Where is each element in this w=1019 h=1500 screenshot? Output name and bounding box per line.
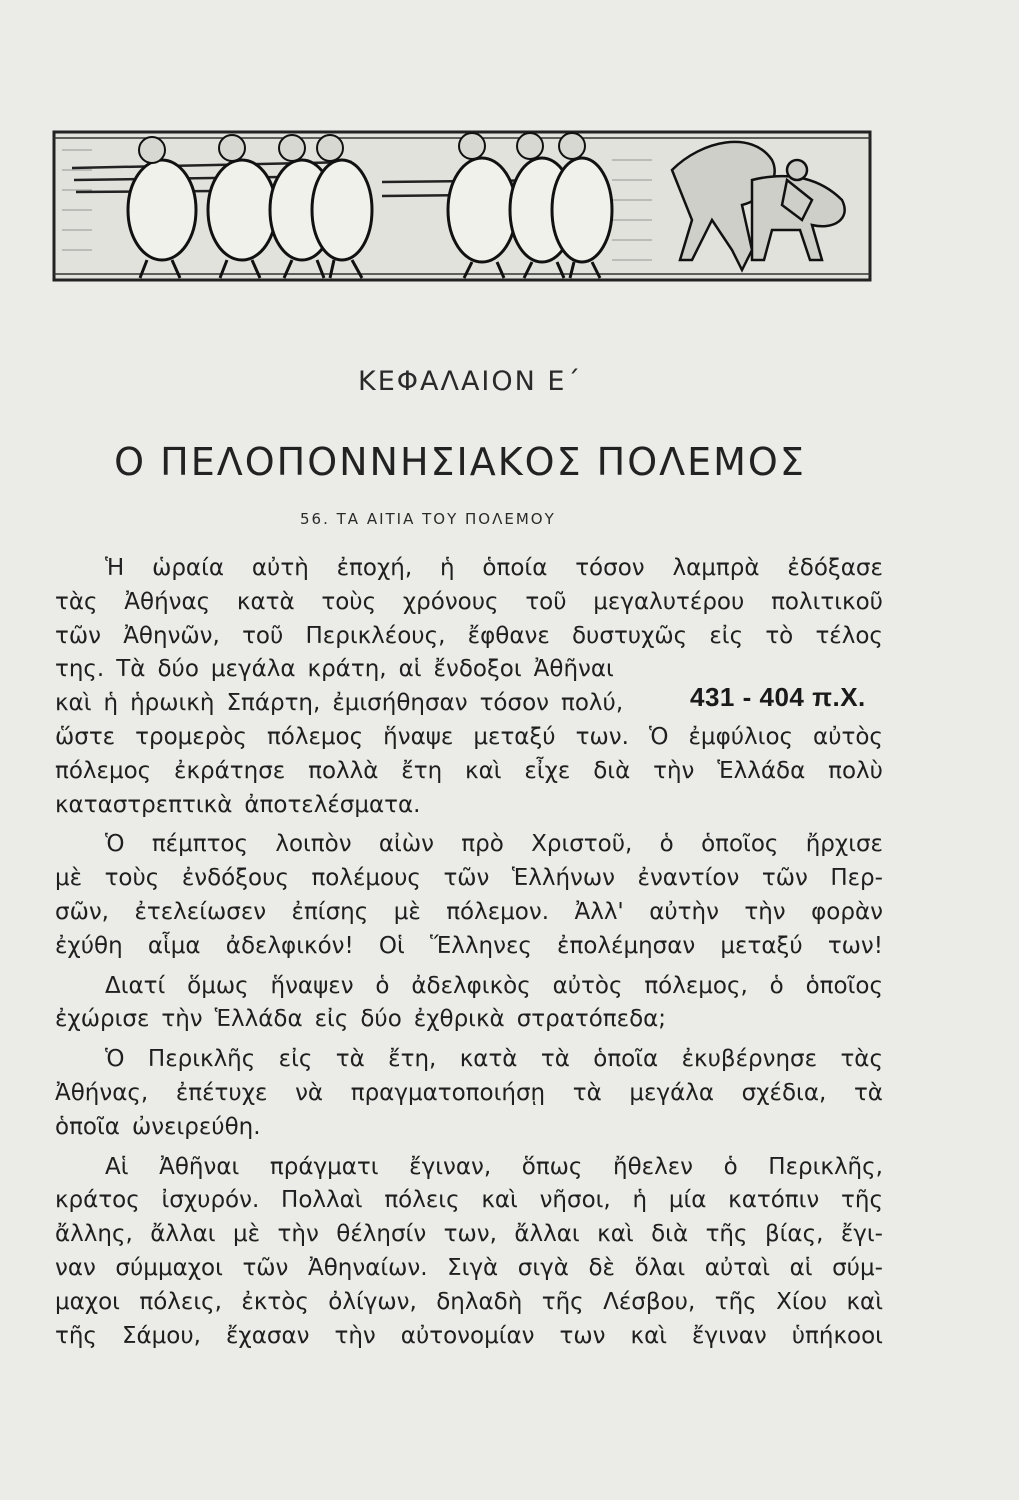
text-line: Αἱ Ἀθῆναι πράγματι ἔγιναν, ὅπως ἤθελεν ὁ Περικλῆς,: [105, 1153, 883, 1180]
text-line: ὥστε τρομερὸς πόλεμος ἥναψε μεταξύ των. Ὁ ἐμφύλιος αὐτὸς: [55, 723, 883, 750]
hoplite-frieze-illustration: [52, 110, 872, 290]
text-line: Ἀθήνας, ἐπέτυχε νὰ πραγματοποιήσῃ τὰ μεγάλα σχέδια, τὰ: [55, 1079, 883, 1106]
text-line: τῆς Σάμου, ἔχασαν τὴν αὐτονομίαν των καὶ ἔγιναν ὑπήκοοι: [55, 1322, 883, 1349]
text-line: μαχοι πόλεις, ἐκτὸς ὀλίγων, δηλαδὴ τῆς Λέσβου, τῆς Χίου καὶ: [55, 1288, 883, 1315]
body-text: [55, 552, 883, 1353]
text-line: καταστρεπτικὰ ἀποτελέσματα.: [55, 791, 421, 818]
text-line: της. Τὰ δύο μεγάλα κράτη, αἱ ἔνδοξοι Ἀθῆναι: [55, 656, 614, 683]
text-line: ὁποῖα ὠνειρεύθη.: [55, 1113, 261, 1140]
text-line: πόλεμος ἐκράτησε πολλὰ ἔτη καὶ εἶχε διὰ τὴν Ἑλλάδα πολὺ: [55, 757, 883, 784]
text-line: μὲ τοὺς ἐνδόξους πολέμους τῶν Ἑλλήνων ἐναντίον τῶν Περ-: [55, 865, 883, 892]
text-line: Ὁ πέμπτος λοιπὸν αἰὼν πρὸ Χριστοῦ, ὁ ὁποῖος ἤρχισε: [105, 831, 883, 858]
section-heading: 56. ΤΑ ΑΙΤΙΑ ΤΟΥ ΠΟΛΕΜΟΥ: [300, 510, 556, 528]
text-line: ἐχύθη αἷμα ἀδελφικόν! Οἱ Ἕλληνες ἐπολέμησαν μεταξύ των!: [55, 932, 883, 959]
margin-date-note: 431 - 404 π.Χ.: [690, 682, 866, 712]
text-line: ἄλλης, ἄλλαι μὲ τὴν θέλησίν των, ἄλλαι καὶ διὰ τῆς βίας, ἔγι-: [55, 1221, 883, 1248]
page-title: Ο ΠΕΛΟΠΟΝΝΗΣΙΑΚΟΣ ΠΟΛΕΜΟΣ: [114, 440, 806, 484]
text-line: τὰς Ἀθήνας κατὰ τοὺς χρόνους τοῦ μεγαλυτέρου πολιτικοῦ: [55, 588, 883, 615]
chapter-heading: ΚΕΦΑΛΑΙΟΝ Ε΄: [358, 366, 582, 397]
text-line: καὶ ἡ ἡρωικὴ Σπάρτη, ἐμισήθησαν τόσον πολύ,: [55, 690, 624, 717]
text-line: Ἡ ὡραία αὐτὴ ἐποχή, ἡ ὁποία τόσον λαμπρὰ ἐδόξασε: [105, 555, 883, 581]
text-line: Ὁ Περικλῆς εἰς τὰ ἔτη, κατὰ τὰ ὁποῖα ἐκυβέρνησε τὰς: [105, 1046, 883, 1073]
text-line: κράτος ἰσχυρόν. Πολλαὶ πόλεις καὶ νῆσοι, ἡ μία κατόπιν τῆς: [55, 1187, 883, 1214]
text-line: ἐχώρισε τὴν Ἑλλάδα εἰς δύο ἐχθρικὰ στρατόπεδα;: [55, 1006, 667, 1033]
text-line: ναν σύμμαχοι τῶν Ἀθηναίων. Σιγὰ σιγὰ δὲ ὅλαι αὐταὶ αἱ σύμ-: [55, 1254, 883, 1281]
text-line: σῶν, ἐτελείωσεν ἐπίσης μὲ πόλεμον. Ἀλλ' αὐτὴν τὴν φορὰν: [55, 898, 883, 925]
text-line: τῶν Ἀθηνῶν, τοῦ Περικλέους, ἔφθανε δυστυχῶς εἰς τὸ τέλος: [55, 622, 883, 649]
text-line: Διατί ὅμως ἥναψεν ὁ ἀδελφικὸς αὐτὸς πόλεμος, ὁ ὁποῖος: [105, 972, 883, 999]
